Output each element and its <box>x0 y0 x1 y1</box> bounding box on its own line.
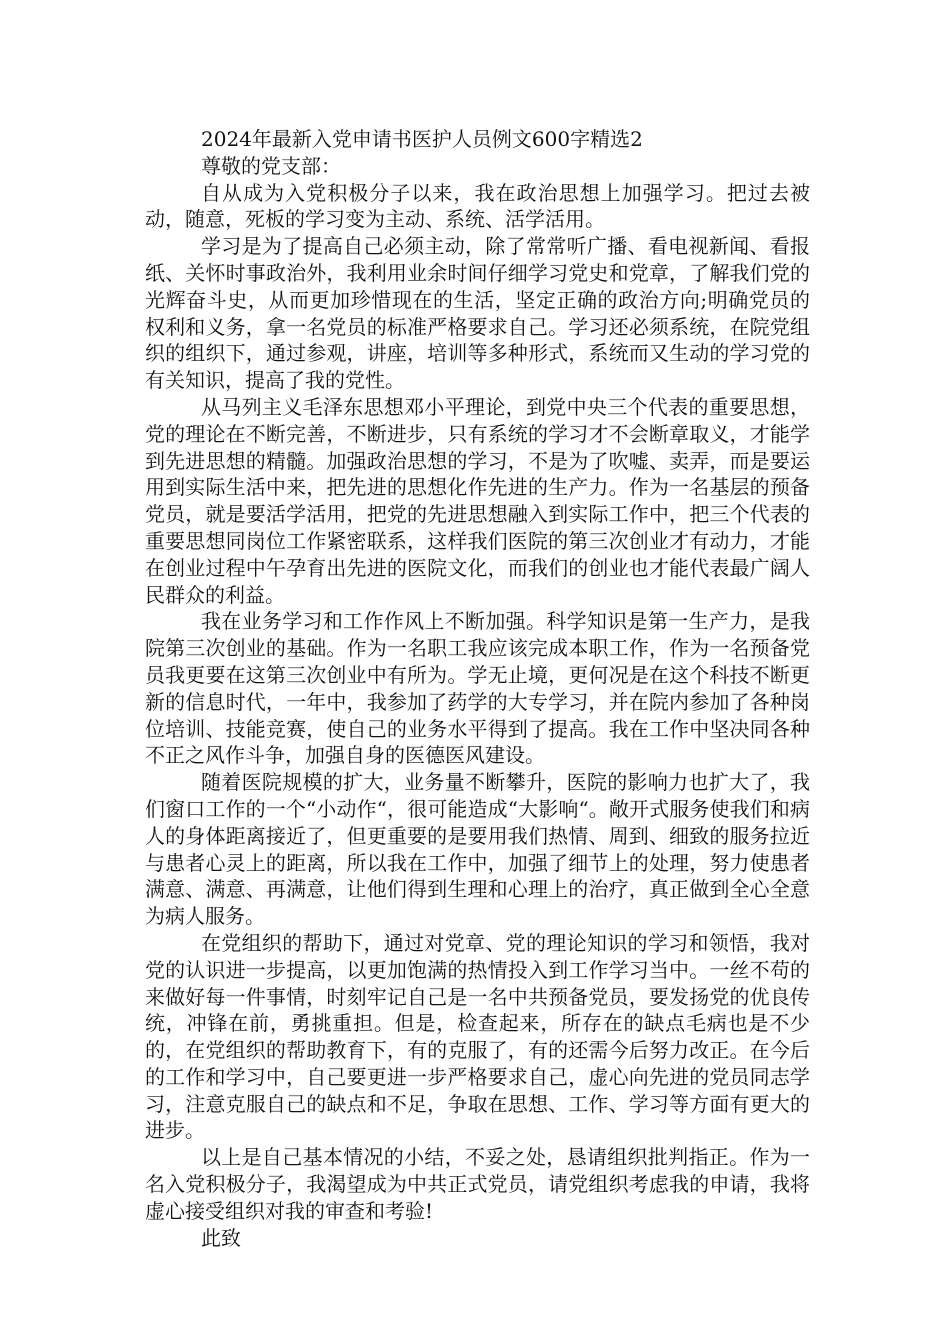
paragraph-6: 在党组织的帮助下，通过对党章、党的理论知识的学习和领悟，我对党的认识进一步提高，以更加饱满的热情投入到工作学习当中。一丝不苟的来做好每一件事情，时刻牢记自己是一名中共预备党员，要发扬党的优良传统，冲锋在前，勇挑重担。但是，检查起来，所存在的缺点毛病也是不少的，在党组织的帮助教育下，有的克服了，有的还需今后努力改正。在今后的工作和学习中，自己要更进一步严格要求自己，虚心向先进的党员同志学习，注意克服自己的缺点和不足，争取在思想、工作、学习等方面有更大的进步。 <box>145 930 810 1143</box>
paragraph-1: 自从成为入党积极分子以来，我在政治思想上加强学习。把过去被动，随意，死板的学习变为主动、系统、活学活用。 <box>145 180 810 232</box>
closing-line: 此致 <box>201 1225 241 1250</box>
paragraph-7: 以上是自己基本情况的小结，不妥之处，恳请组织批判指正。作为一名入党积极分子，我渴望成为中共正式党员，请党组织考虑我的申请，我将虚心接受组织对我的审查和考验! <box>145 1145 810 1223</box>
document-body <box>145 126 810 1251</box>
paragraph-3: 从马列主义毛泽东思想邓小平理论，到党中央三个代表的重要思想，党的理论在不断完善，不断进步，只有系统的学习才不会断章取义，才能学到先进思想的精髓。加强政治思想的学习，不是为了吹嘘、卖弄，而是要运用到实际生活中来，把先进的思想化作先进的生产力。作为一名基层的预备党员，就是要活学活用，把党的先进思想融入到实际工作中，把三个代表的重要思想同岗位工作紧密联系，这样我们医院的第三次创业才有动力，才能在创业过程中午孕育出先进的医院文化，而我们的创业也才能代表最广阔人民群众的利益。 <box>145 394 810 607</box>
salutation: 尊敬的党支部： <box>201 153 341 178</box>
paragraph-5: 随着医院规模的扩大，业务量不断攀升，医院的影响力也扩大了，我们窗口工作的一个“小动作“，很可能造成“大影响“。敞开式服务使我们和病人的身体距离接近了，但更重要的是要用我们热情、周到、细致的服务拉近与患者心灵上的距离，所以我在工作中，加强了细节上的处理，努力使患者满意、满意、再满意，让他们得到生理和心理上的治疗，真正做到全心全意为病人服务。 <box>145 770 810 929</box>
paragraph-2: 学习是为了提高自己必须主动，除了常常听广播、看电视新闻、看报纸、关怀时事政治外，我利用业余时间仔细学习党史和党章，了解我们党的光辉奋斗史，从而更加珍惜现在的生活，坚定正确的政治方向;明确党员的权利和义务，拿一名党员的标准严格要求自己。学习还必须系统，在院党组织的组织下，通过参观，讲座，培训等多种形式，系统而又生动的学习党的有关知识，提高了我的党性。 <box>145 234 810 393</box>
document-title: 2024年最新入党申请书医护人员例文600字精选2 <box>201 127 643 151</box>
paragraph-4: 我在业务学习和工作作风上不断加强。科学知识是第一生产力，是我院第三次创业的基础。作为一名职工我应该完成本职工作，作为一名预备党员我更要在这第三次创业中有所为。学无止境，更何况是在这个科技不断更新的信息时代，一年中，我参加了药学的大专学习，并在院内参加了各种岗位培训、技能竞赛，使自己的业务水平得到了提高。我在工作中坚决同各种不正之风作斗争，加强自身的医德医风建设。 <box>145 609 810 768</box>
